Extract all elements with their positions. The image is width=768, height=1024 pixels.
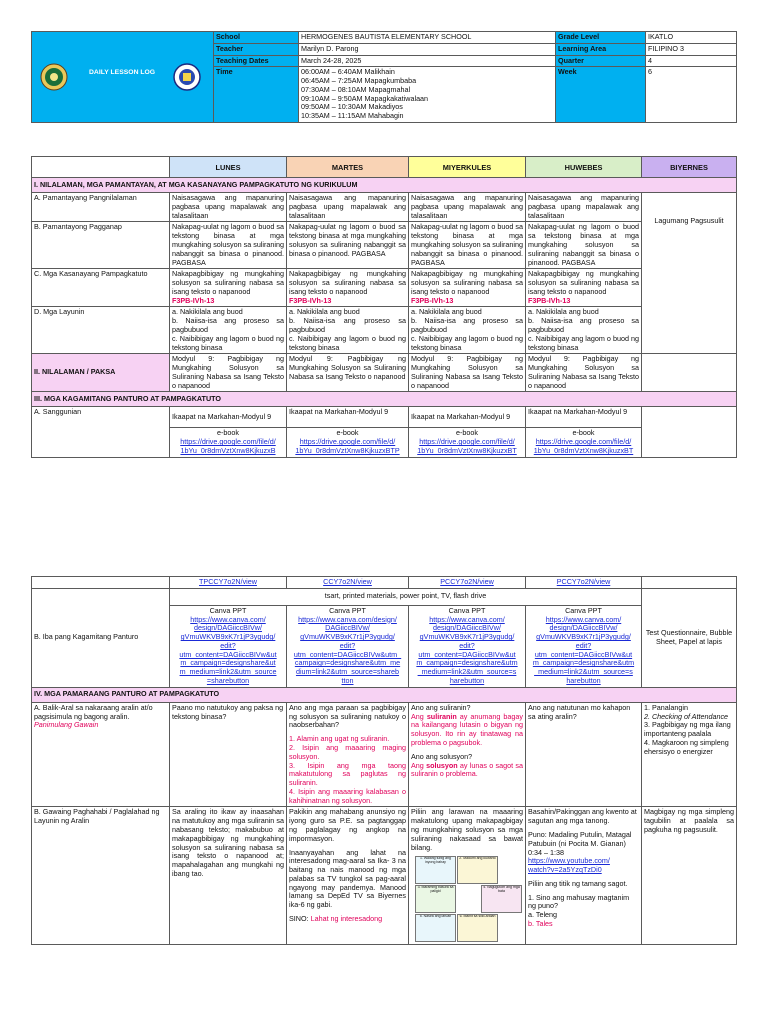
- drive-link[interactable]: 1bYu_0r8dmVztXnw8KjkuzxBT: [417, 446, 517, 455]
- canva-link[interactable]: gVmuWKVB9xK7r1jP3ygudg/: [419, 632, 515, 642]
- routine-item: 4. Magkaroon ng simpleng ehersisyo o energizer: [644, 737, 729, 756]
- canva-link[interactable]: utm_content=DAGiiccBIVw&utm_: [293, 649, 402, 659]
- lesson-log-page-1: [31, 31, 736, 458]
- time-line: 09:50AM – 10:30AM Makadiyos: [301, 102, 403, 112]
- empty-cell: [642, 577, 737, 589]
- picture-card: 1. Walang tubig ang inyong bahay: [415, 856, 456, 884]
- tuesday-activity: [287, 807, 409, 945]
- friday-routine: [642, 702, 737, 807]
- canva-link[interactable]: https://www.canva.com/design/: [298, 614, 397, 624]
- text-fragment: ay anumang bagay na kailangang lutasin o bigyan ng solusyon. Ito rin ay tinatawag na problema o pagsubok.: [411, 711, 523, 747]
- picture-card: 2. Madumi ang kuwarto: [457, 856, 498, 884]
- reference-text: Ikaapat na Markahan-Modyul 9: [409, 407, 526, 428]
- text-fragment: SINO:: [289, 914, 311, 923]
- objective: a. Nakikilala ang buod: [411, 307, 482, 317]
- youtube-link[interactable]: watch?v=2a5YzqTzDi0: [528, 865, 602, 875]
- ebook-cell: [170, 428, 287, 457]
- empty-cell: [32, 577, 170, 589]
- text-fragment: Ang: [411, 760, 427, 770]
- objective: b. Naiisa-isa ang proseso sa pagbubuod: [289, 316, 406, 334]
- ebook-label: e-book: [456, 428, 478, 438]
- review-question: Ano ang mga paraan sa pagbibigay ng solusyon sa suliraning natukoy o naobserbahan?: [289, 702, 406, 730]
- youtube-link[interactable]: https://www.youtube.com/: [528, 856, 610, 866]
- review-step: 3. Isipin ang mga taong makatutulong sa paglutas ng suliranin.: [289, 760, 406, 788]
- cell-text: Nakapag-uulat ng lagom o buod sa tekstong binasa at mga mungkahing solusyon sa suliraning nabanggit sa binasa o pinanood. PAGBASA: [287, 222, 409, 269]
- canva-link[interactable]: utm_content=DAGiiccBIVw&ut: [418, 649, 516, 659]
- topic-text: Modyul 9: Pagbibigay ng Mungkahing Solusyon sa Suliraning Nabasa sa Isang Teksto o napanood: [287, 354, 409, 392]
- picture-card: 6. Mainit sa silid-aralan: [457, 914, 498, 942]
- canva-link[interactable]: DAGiiccBIVw/: [325, 623, 370, 633]
- lesson-log-page-2: [31, 576, 736, 945]
- quarter-value: 4: [646, 55, 737, 67]
- routine-item: 1. Panalangin: [644, 702, 688, 712]
- row-label-note: Panimulang Gawain: [34, 720, 99, 730]
- row-paghahabi: [32, 807, 737, 945]
- objective: b. Naiisa-isa ang proseso sa pagbubuod: [411, 316, 523, 334]
- picture-cards: [411, 856, 523, 943]
- canva-link[interactable]: edit?: [459, 640, 475, 650]
- row-kasanayang-pampagkatuto: [32, 269, 737, 307]
- row-label: B. Pamantayong Pagganap: [32, 222, 170, 269]
- text-fragment: ay lunas o sagot sa suliranin o problema.: [411, 760, 523, 779]
- teacher-value: Marilyn D. Parong: [299, 43, 556, 55]
- activity-text: Inaanyayahan ang lahat na interesadong mag-aaral sa Ika- 3 na baitang na nais manood ng mga palabas sa TV tungkol sa pag-aaral ngayong may pandemya. Manood lamang sa DepEd TV sa Biyernes ika-6 ng gabi.: [289, 847, 406, 910]
- grade-value: IKATLO: [646, 32, 737, 44]
- canva-link[interactable]: m_campaign=designshare&utm: [416, 658, 518, 668]
- monday-review: Paano mo natutukoy ang paksa ng tekstong binasa?: [170, 702, 287, 807]
- canva-link[interactable]: https://www.canva.com/: [429, 614, 505, 624]
- drive-link[interactable]: 1bYu_0r8dmVztXnw8KjkuzxBT: [533, 446, 634, 455]
- skill-code: F3PB-IVh-13: [528, 295, 571, 305]
- day-huwebes: HUWEBES: [526, 157, 642, 178]
- canva-link[interactable]: gVmuWKVB9xK7r1jP3ygudg/: [180, 632, 276, 642]
- materials-text: tsart, printed materials, power point, TV, flash drive: [170, 588, 642, 605]
- dates-value: March 24-28, 2025: [299, 55, 556, 67]
- tuesday-review: [287, 702, 409, 807]
- skill-code: F3PB-IVh-13: [289, 295, 332, 305]
- skill-code: F3PB-IVh-13: [172, 295, 215, 305]
- day-lunes: LUNES: [170, 157, 287, 178]
- canva-link[interactable]: m_campaign=designshare&ut: [180, 658, 276, 668]
- empty-cell: [642, 354, 737, 392]
- wednesday-review: [409, 702, 526, 807]
- day-miyerkules: MIYERKULES: [409, 157, 526, 178]
- wednesday-activity: [409, 807, 526, 945]
- cell-text: [409, 269, 526, 307]
- canva-link[interactable]: gVmuWKVB9xK7r1jP3ygudg/: [300, 632, 395, 642]
- text-fragment: Lahat ng interesadong: [310, 914, 383, 923]
- week-label: Week: [556, 67, 646, 123]
- header-table: [31, 31, 737, 123]
- row-label: D. Mga Layunin: [32, 307, 170, 354]
- canva-link[interactable]: m_campaign=designshare&utm: [532, 658, 635, 668]
- cell-text: Nakapag-uulat ng lagom o buod sa tekstong binasa at mga mungkahing solusyon sa suliraning nabanggit sa binasa o pinanood. PAGBASA: [409, 222, 526, 269]
- activity-text: Piliin ang titik ng tamang sagot.: [528, 878, 628, 888]
- objectives: [170, 307, 287, 354]
- canva-link[interactable]: design/DAGiiccBIVw/: [194, 623, 262, 633]
- canva-link[interactable]: _medium=link2&utm_source=s: [534, 667, 633, 677]
- answer-choice: a. Teleng: [528, 910, 558, 920]
- canva-link[interactable]: harebutton: [449, 676, 485, 686]
- week-value: 6: [646, 67, 737, 123]
- objectives: [409, 307, 526, 354]
- row-label: B. Iba pang Kagamitang Panturo: [32, 588, 170, 687]
- row-pamantayang-pangnilalaman: [32, 193, 737, 222]
- time-line: 09:10AM – 9:50AM Mapagkakatiwalaan: [301, 93, 429, 103]
- canva-title: Canva PPT: [329, 605, 366, 615]
- canva-cell: [409, 605, 526, 687]
- lesson-table-2: [31, 576, 737, 945]
- cell-text: [287, 269, 409, 307]
- cell-text: Nakapag-uulat ng lagom o buod sa tekstong binasa at mga mungkahing solusyon sa suliraning nabanggit sa binasa o pinanood. PAGBASA: [526, 222, 642, 269]
- section-4-title: IV. MGA PAMARAANG PANTURO AT PAMPAGKATUTO: [32, 687, 737, 702]
- day-biyernes: BIYERNES: [642, 157, 737, 178]
- time-schedule: [299, 67, 556, 123]
- answer-choice: b. Tales: [528, 919, 553, 928]
- drive-link[interactable]: 1bYu_0r8dmVztXnw8KjkuzxBTP: [295, 446, 400, 455]
- canva-title: Canva PPT: [448, 605, 486, 615]
- monday-objective: Sa araling ito ikaw ay inaasahan na matutukoy ang mga suliranin sa nabasang teksto; makabubuo at makapagbibigay ng mungkahing solusyon sa suliraning nabasa sa isang teksto o napanood at; mapahalagahan ang mungkahi ng ibang tao.: [170, 807, 287, 945]
- teacher-label: Teacher: [214, 43, 299, 55]
- objective: a. Nakikilala ang buod: [289, 307, 360, 317]
- objective: b. Naiisa-isa ang proseso sa pagbubuod: [172, 316, 284, 334]
- cell-text: Nakapag-uulat ng lagom o buod sa tekstong binasa at mga mungkahing solusyon sa suliraning nabanggit sa binasa o pinanood. PAGBASA: [170, 222, 287, 269]
- cell-text: Naisasagawa ang mapanuring pagbasa upang mapalawak ang talasalitaan: [526, 193, 642, 222]
- picture-card: 4. Nagugutom ang mga bata: [481, 885, 522, 913]
- reference-text: Ikaapat na Markahan-Modyul 9: [526, 407, 642, 428]
- area-value: FILIPINO 3: [646, 43, 737, 55]
- time-line: 07:30AM – 08:10AM Mapagmahal: [301, 84, 411, 94]
- time-line: 10:35AM – 11:15AM Mahabagin: [301, 111, 404, 121]
- drive-link[interactable]: https://drive.google.com/file/d/: [535, 437, 632, 447]
- activity-text: 1. Sino ang mahusay magtanim ng puno?: [528, 892, 630, 911]
- canva-link[interactable]: design/DAGiiccBIVw/: [433, 623, 501, 633]
- ebook-label: e-book: [336, 428, 359, 438]
- canva-link[interactable]: edit?: [220, 640, 236, 650]
- school-label: School: [214, 32, 299, 44]
- canva-link[interactable]: dium=link2&utm_source=shareb: [295, 667, 400, 677]
- topic-text: Modyul 9: Pagbibigay ng Mungkahing Solusyon sa Suliraning Nabasa sa Isang Teksto o napanood: [409, 354, 526, 392]
- objective: a. Nakikilala ang buod: [172, 307, 243, 317]
- review-question: Ano ang solusyon?: [411, 751, 473, 761]
- canva-link[interactable]: gVmuWKVB9xK7r1jP3ygudg/: [536, 632, 631, 642]
- canva-link[interactable]: https://www.canva.com/: [190, 614, 266, 624]
- canva-cell: [287, 605, 409, 687]
- canva-link[interactable]: utm_content=DAGiiccBIVw&ut: [534, 649, 633, 659]
- skill-code: F3PB-IVh-13: [411, 295, 454, 305]
- row-label: [32, 702, 170, 807]
- deped-seal-icon: [172, 62, 202, 92]
- canva-title: Canva PPT: [565, 605, 602, 615]
- ebook-label: e-book: [572, 428, 595, 438]
- activity-text: [289, 915, 406, 924]
- picture-card: 5. Nasira ang laruan: [415, 914, 456, 942]
- objective: c. Naibibigay ang lagom o buod ng tekstong binasa: [528, 333, 639, 352]
- empty-cell: [642, 407, 737, 457]
- cell-text: Naisasagawa ang mapanuring pagbasa upang mapalawak ang talasalitaan: [170, 193, 287, 222]
- cell-text: Naisasagawa ang mapanuring pagbasa upang mapalawak ang talasalitaan: [409, 193, 526, 222]
- row-label: C. Mga Kasanayang Pampagkatuto: [32, 269, 170, 307]
- picture-card: 3. Maraming basura sa paligid: [415, 885, 456, 913]
- dates-label: Teaching Dates: [214, 55, 299, 67]
- grade-label: Grade Level: [556, 32, 646, 44]
- objective: c. Naibibigay ang lagom o buod ng tekstong binasa: [411, 333, 523, 352]
- row-label-text: A. Balik-Aral sa nakaraang aralin at/o pagsisimula ng bagong aralin.: [34, 702, 153, 721]
- drive-link[interactable]: PCCY7o2N/view: [409, 577, 526, 589]
- review-step: 1. Alamin ang ugat ng suliranin.: [289, 734, 390, 744]
- topic-text: Modyul 9: Pagbibigay ng Mungkahing Solusyon sa Suliraning Nabasa sa Isang Teksto o napanood: [526, 354, 642, 392]
- text-fragment: suliranin: [426, 711, 457, 721]
- skill-text: Nakapagbibigay ng mungkahing solusyon sa suliraning nabasa sa isang teksto o napanood: [289, 269, 406, 296]
- reference-text: Ikaapat na Markahan-Modyul 9: [287, 407, 409, 428]
- ebook-label: e-book: [217, 428, 239, 438]
- canva-link[interactable]: https://www.canva.com/: [545, 614, 622, 624]
- friday-instructions: Magbigay ng mga simpleng tagubilin at paalala sa pagkuha ng pagsusulit.: [642, 807, 737, 945]
- canva-link[interactable]: utm_content=DAGiiccBIVw&ut: [179, 649, 277, 659]
- drive-link[interactable]: CCY7o2N/view: [287, 577, 409, 589]
- canva-link[interactable]: campaign=designshare&utm_me: [294, 658, 401, 668]
- area-label: Learning Area: [556, 43, 646, 55]
- drive-link[interactable]: https://drive.google.com/file/d/: [180, 437, 276, 447]
- section-1-title: I. NILALAMAN, MGA PAMANTAYAN, AT MGA KASANAYANG PAMPAGKATUTO NG KURIKULUM: [32, 178, 737, 193]
- canva-cell: [526, 605, 642, 687]
- row-link-continuation: [32, 577, 737, 589]
- drive-link[interactable]: https://drive.google.com/file/d/: [419, 437, 515, 447]
- skill-text: Nakapagbibigay ng mungkahing solusyon sa suliraning nabasa sa isang teksto o napanood: [172, 269, 284, 296]
- friday-lagumang-pagsusulit: Lagumang Pagsusulit: [642, 193, 737, 354]
- drive-link[interactable]: PCCY7o2N/view: [526, 577, 642, 589]
- drive-link[interactable]: TPCCY7o2N/view: [170, 577, 287, 589]
- canva-link[interactable]: harebutton: [566, 676, 601, 686]
- row-mga-layunin: [32, 307, 737, 354]
- skill-text: Nakapagbibigay ng mungkahing solusyon sa suliraning nabasa sa isang teksto o napanood: [528, 269, 639, 296]
- objective: a. Nakikilala ang buod: [528, 307, 599, 317]
- row-label: A. Pamantayang Pangnilalaman: [32, 193, 170, 222]
- row-label: B. Gawaing Paghahabi / Paglalahad ng Layunin ng Aralin: [32, 807, 170, 945]
- objectives: [287, 307, 409, 354]
- canva-link[interactable]: tton: [341, 676, 354, 686]
- day-martes: MARTES: [287, 157, 409, 178]
- activity-text: Puno: Madaling Putulin, Matagal Patubuin (ni Pocita M. Gianan) 0:34 – 1:38: [528, 829, 632, 857]
- definition-solusyon: [411, 762, 523, 780]
- review-step: 2. Isipin ang maaaring maging solusyon.: [289, 742, 406, 761]
- friday-materials: Test Questionnaire, Bubble Sheet, Papel at lapis: [642, 588, 737, 687]
- row-balik-aral: [32, 702, 737, 807]
- row-nilalaman-paksa: [32, 354, 737, 392]
- canva-link[interactable]: edit?: [575, 640, 592, 650]
- section-3-title: III. MGA KAGAMITANG PANTURO AT PAMPAGKATUTO: [32, 392, 737, 407]
- review-question: Ano ang suliranin?: [411, 702, 471, 712]
- blank-header: [32, 157, 170, 178]
- objective: c. Naibibigay ang lagom o buod ng tekstong binasa: [172, 333, 284, 352]
- time-line: 06:45AM – 7:25AM Mapagkumbaba: [301, 76, 417, 86]
- school-logo-banner: [32, 32, 214, 123]
- routine-item: 3. Pagbibigay ng mga ilang importanteng paalala: [644, 720, 731, 739]
- cell-text: [170, 269, 287, 307]
- thursday-activity: [526, 807, 642, 945]
- canva-link[interactable]: edit?: [339, 640, 356, 650]
- reference-text: Ikaapat na Markahan-Modyul 9: [170, 407, 287, 428]
- time-label: Time: [214, 67, 299, 123]
- canva-title: Canva PPT: [209, 605, 247, 615]
- routine-item: 2. Checking of Attendance: [644, 711, 729, 721]
- review-step: 4. Isipin ang maaaring kalabasan o kahihinatnan ng solusyon.: [289, 786, 406, 805]
- ebook-cell: [526, 428, 642, 457]
- activity-text: Pakikin ang mahabang anunsiyo ng iyong guro sa P.E. sa pagtanggap ng paglalagay ng angkop na impormasyon.: [289, 807, 406, 843]
- row-iba-pang-kagamitan: [32, 588, 737, 605]
- canva-link[interactable]: =sharebutton: [206, 676, 250, 686]
- activity-text: Piliin ang larawan na maaaring makatulong upang makapagbigay ng mungkahing solusyon sa mga suliraning nakasaad sa bawat bilang.: [411, 807, 523, 852]
- text-fragment: solusyon: [426, 760, 458, 770]
- objectives: [526, 307, 642, 354]
- row-pamantayang-pagganap: [32, 222, 737, 269]
- definition-suliranin: [411, 713, 523, 748]
- row-label: A. Sanggunian: [32, 407, 170, 457]
- objective: c. Naibibigay ang lagom o buod ng tekstong binasa: [289, 333, 406, 352]
- cell-text: Naisasagawa ang mapanuring pagbasa upang mapalawak ang talasalitaan: [287, 193, 409, 222]
- quarter-label: Quarter: [556, 55, 646, 67]
- log-title: DAILY LESSON LOG: [89, 69, 156, 76]
- drive-link[interactable]: https://drive.google.com/file/d/: [299, 437, 396, 447]
- objective: b. Naiisa-isa ang proseso sa pagbubuod: [528, 316, 639, 334]
- canva-link[interactable]: m_medium=link2&utm_source: [179, 667, 277, 677]
- ebook-cell: [287, 428, 409, 457]
- lesson-table-1: [31, 156, 737, 458]
- skill-text: Nakapagbibigay ng mungkahing solusyon sa suliraning nabasa sa isang teksto o napanood: [411, 269, 523, 296]
- canva-cell: [170, 605, 287, 687]
- day-header-row: [32, 157, 737, 178]
- text-fragment: Ang: [411, 711, 427, 721]
- time-line: 06:00AM – 6:40AM Malikhain: [301, 67, 395, 77]
- canva-link[interactable]: _medium=link2&utm_source=s: [417, 667, 517, 677]
- section-2-title: II. NILALAMAN / PAKSA: [32, 354, 170, 392]
- cell-text: [526, 269, 642, 307]
- school-value: HERMOGENES BAUTISTA ELEMENTARY SCHOOL: [299, 32, 556, 44]
- row-sanggunian: [32, 407, 737, 428]
- activity-text: Basahin/Pakinggan ang kwento at sagutan ang mga tanong.: [528, 807, 637, 826]
- drive-link[interactable]: 1bYu_0r8dmVztXnw8KjkuzxB: [180, 446, 276, 455]
- thursday-review: Ano ang natutunan mo kahapon sa ating aralin?: [526, 702, 642, 807]
- ebook-cell: [409, 428, 526, 457]
- topic-text: Modyul 9: Pagbibigay ng Mungkahing Solusyon sa Suliraning Nabasa sa Isang Teksto o napanood: [170, 354, 287, 392]
- canva-link[interactable]: design/DAGiiccBIVw/: [549, 623, 618, 633]
